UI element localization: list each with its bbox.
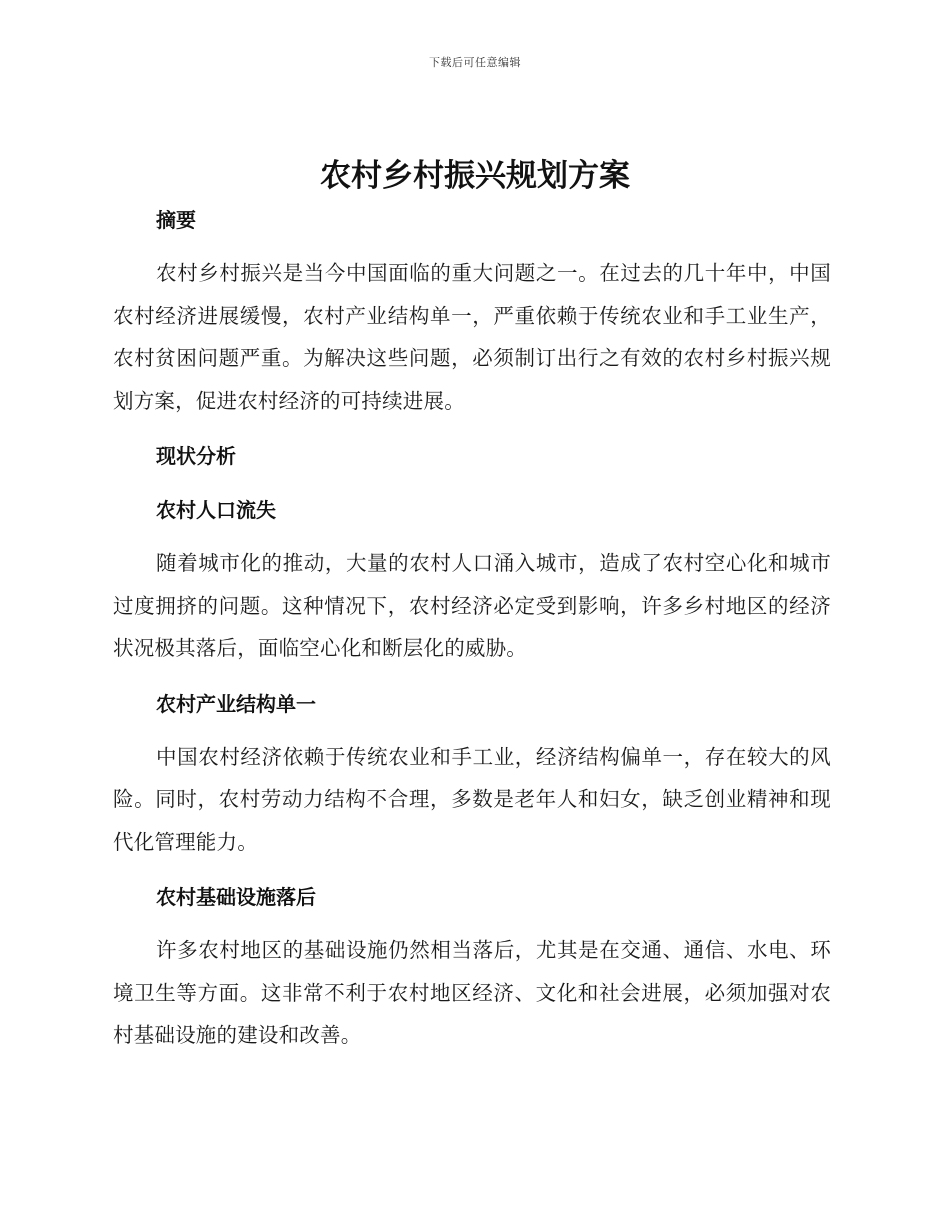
- section-heading-industry: 农村产业结构单一: [156, 691, 316, 716]
- section-heading-population: 农村人口流失: [156, 498, 276, 522]
- header-note: 下载后可任意编辑: [429, 56, 521, 69]
- section-heading-status: 现状分析: [156, 444, 236, 468]
- paragraph-population: 随着城市化的推动，大量的农村人口涌入城市，造成了农村空心化和城市过度拥挤的问题。这种情况下，农村经济必定受到影响，许多乡村地区的经济状况极其落后，面临空心化和断层化的威胁。: [113, 551, 831, 660]
- paragraph-infrastructure: 许多农村地区的基础设施仍然相当落后，尤其是在交通、通信、水电、环境卫生等方面。这非常不利于农村地区经济、文化和社会进展，必须加强对农村基础设施的建设和改善。: [113, 938, 831, 1047]
- paragraph-abstract: 农村乡村振兴是当今中国面临的重大问题之一。在过去的几十年中，中国农村经济进展缓慢，农村产业结构单一，严重依赖于传统农业和手工业生产，农村贫困问题严重。为解决这些问题，必须制订出行之有效的农村乡村振兴规划方案，促进农村经济的可持续进展。: [113, 261, 831, 413]
- paragraph-industry: 中国农村经济依赖于传统农业和手工业，经济结构偏单一，存在较大的风险。同时，农村劳动力结构不合理，多数是老年人和妇女，缺乏创业精神和现代化管理能力。: [113, 744, 831, 854]
- document-body: [113, 200, 831, 1057]
- section-heading-infrastructure: 农村基础设施落后: [156, 885, 316, 909]
- document-title: 农村乡村振兴规划方案: [320, 158, 630, 194]
- section-heading-abstract: 摘要: [156, 208, 196, 232]
